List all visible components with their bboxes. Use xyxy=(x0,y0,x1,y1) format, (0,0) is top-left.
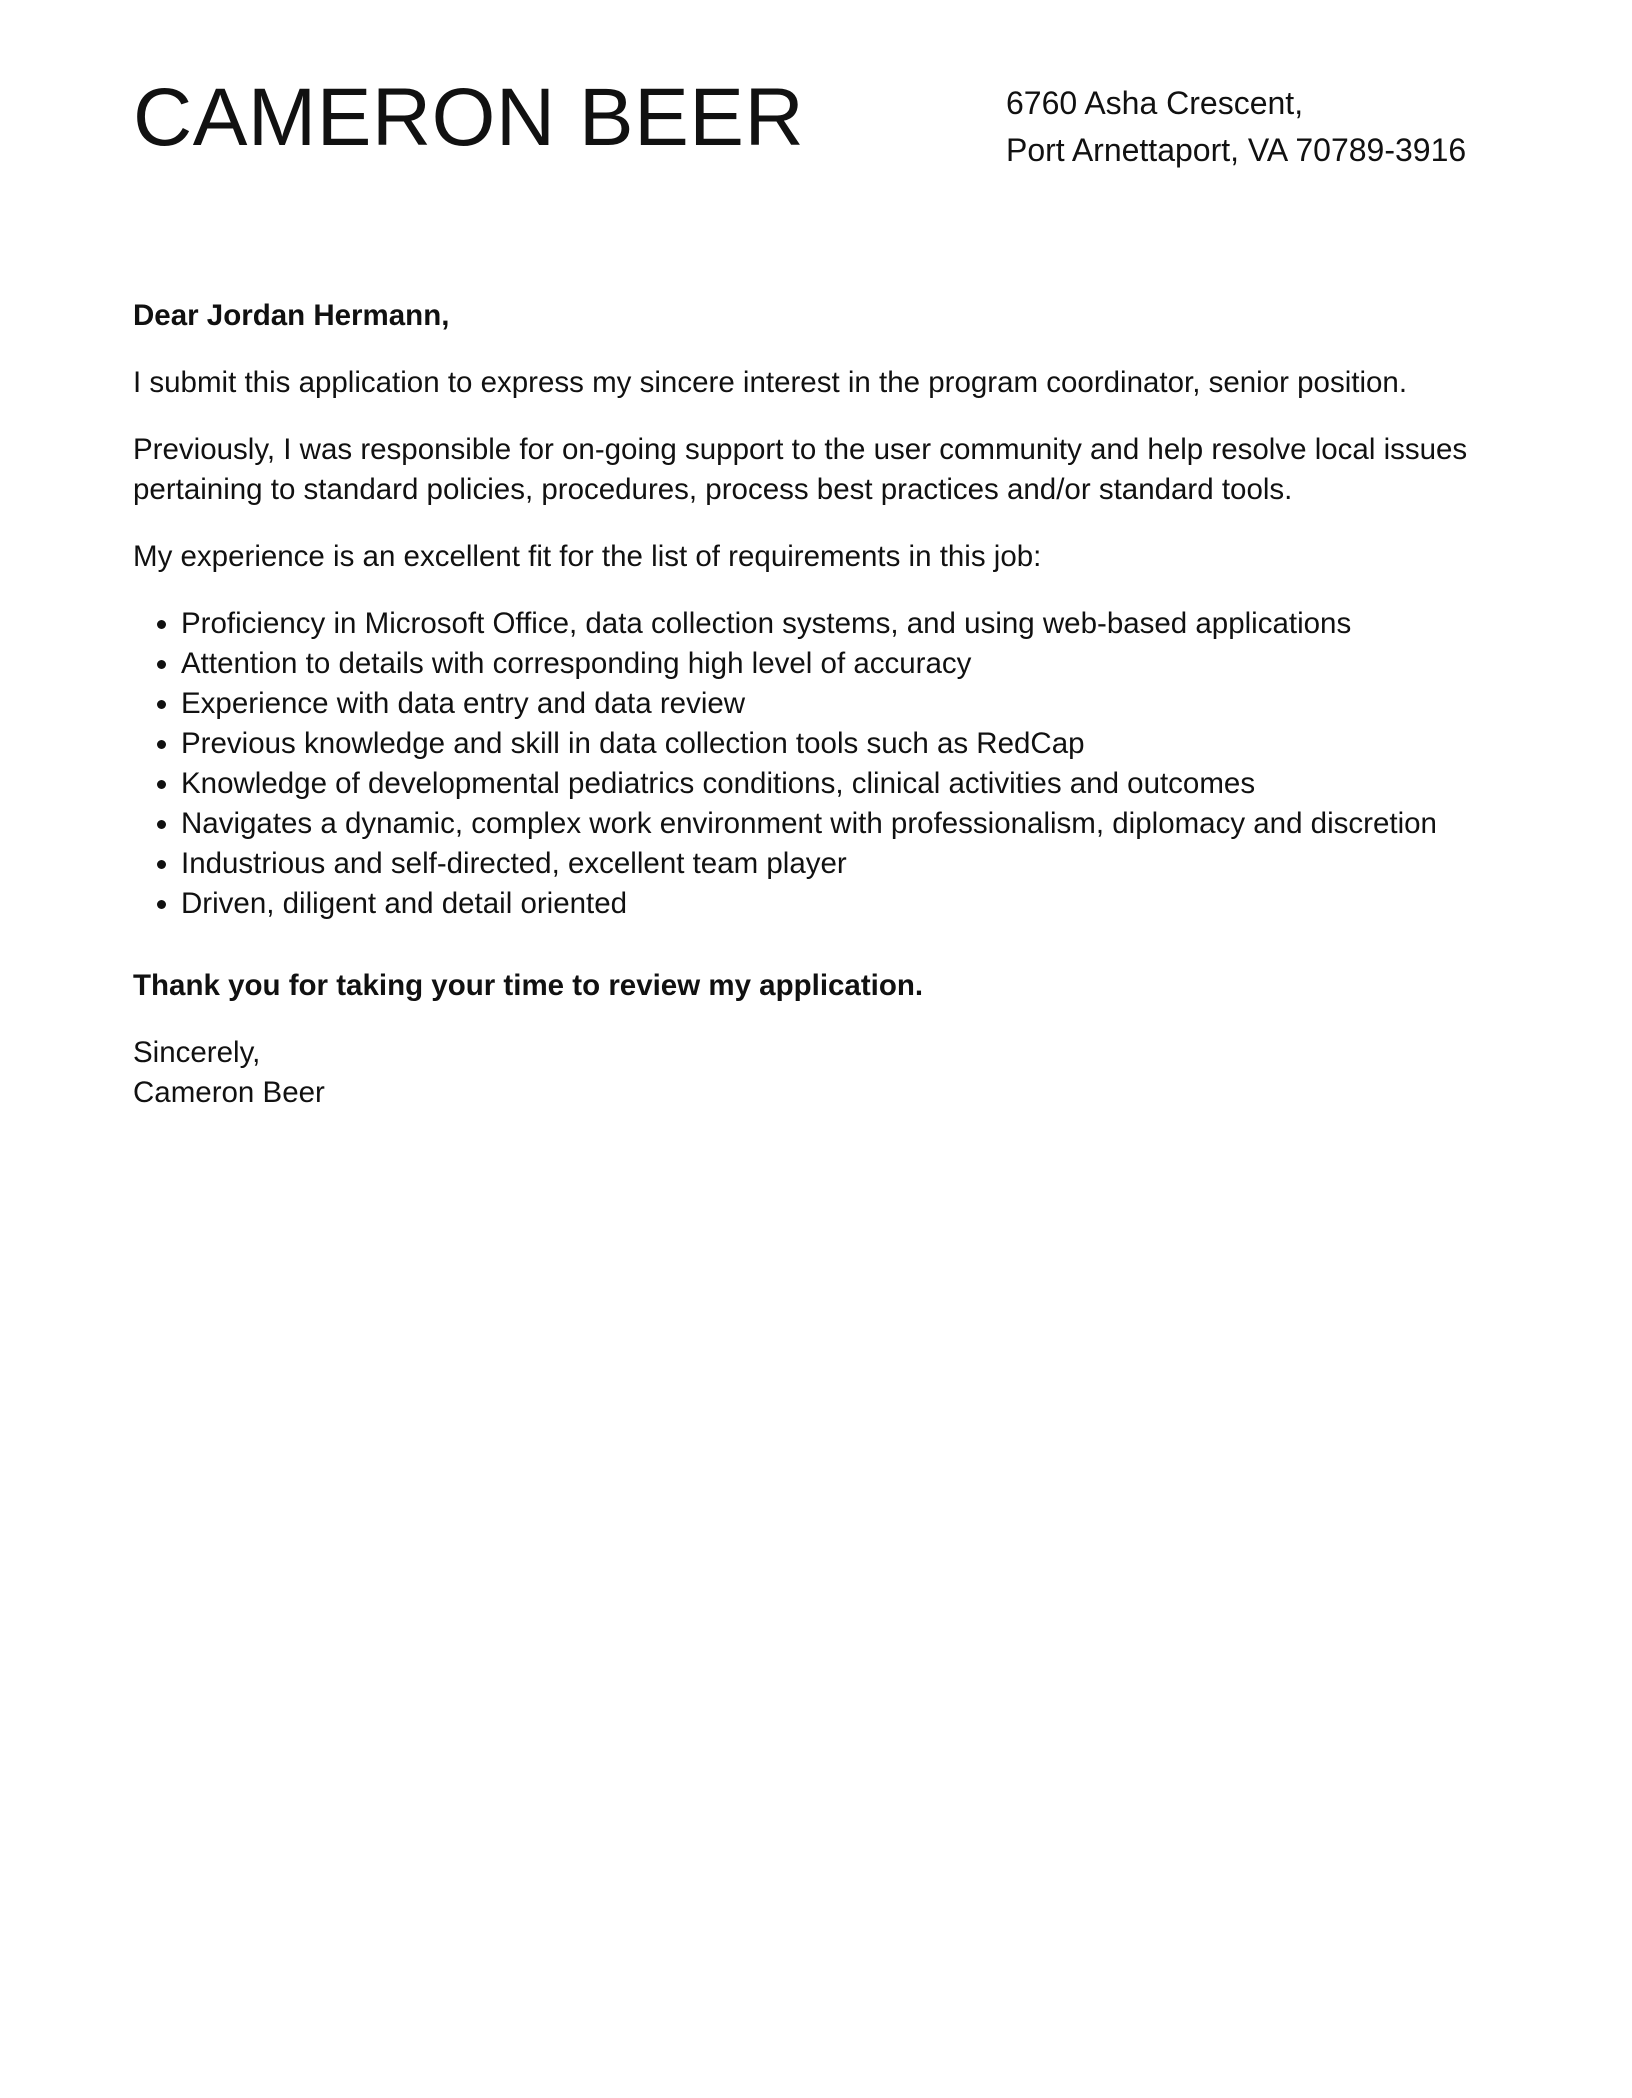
signature-name: Cameron Beer xyxy=(133,1076,325,1109)
signoff: Sincerely, xyxy=(133,1036,261,1069)
signoff-block xyxy=(133,1033,1503,1113)
address-line-1: 6760 Asha Crescent, xyxy=(1006,85,1304,121)
experience-paragraph: Previously, I was responsible for on-going support to the user community and help resolve local issues pertaining to standard policies, procedures, process best practices and/or standard tools. xyxy=(133,433,1468,506)
list-item: • Driven, diligent and detail oriented xyxy=(181,884,1503,924)
list-item: • Experience with data entry and data review xyxy=(181,684,1503,724)
list-item: • Previous knowledge and skill in data collection tools such as RedCap xyxy=(181,724,1503,764)
salutation: Dear Jordan Hermann, xyxy=(133,299,450,332)
list-item: • Attention to details with corresponding high level of accuracy xyxy=(181,644,1503,684)
requirements-intro: My experience is an excellent fit for the list of requirements in this job: xyxy=(133,540,1042,573)
list-item: • Knowledge of developmental pediatrics conditions, clinical activities and outcomes xyxy=(181,764,1503,804)
applicant-name: CAMERON BEER xyxy=(133,72,805,163)
list-item: • Industrious and self-directed, excellent team player xyxy=(181,844,1503,884)
intro-paragraph: I submit this application to express my sincere interest in the program coordinator, senior position. xyxy=(133,366,1408,399)
closing-line: Thank you for taking your time to review my application. xyxy=(133,969,924,1002)
requirements-list xyxy=(133,604,1503,924)
letter-body xyxy=(133,296,1503,1113)
list-item: • Proficiency in Microsoft Office, data collection systems, and using web-based applications xyxy=(181,604,1503,644)
applicant-address xyxy=(1006,80,1466,174)
address-line-2: Port Arnettaport, VA 70789-3916 xyxy=(1006,132,1467,168)
list-item: • Navigates a dynamic, complex work environment with professionalism, diplomacy and discretion xyxy=(181,804,1503,844)
